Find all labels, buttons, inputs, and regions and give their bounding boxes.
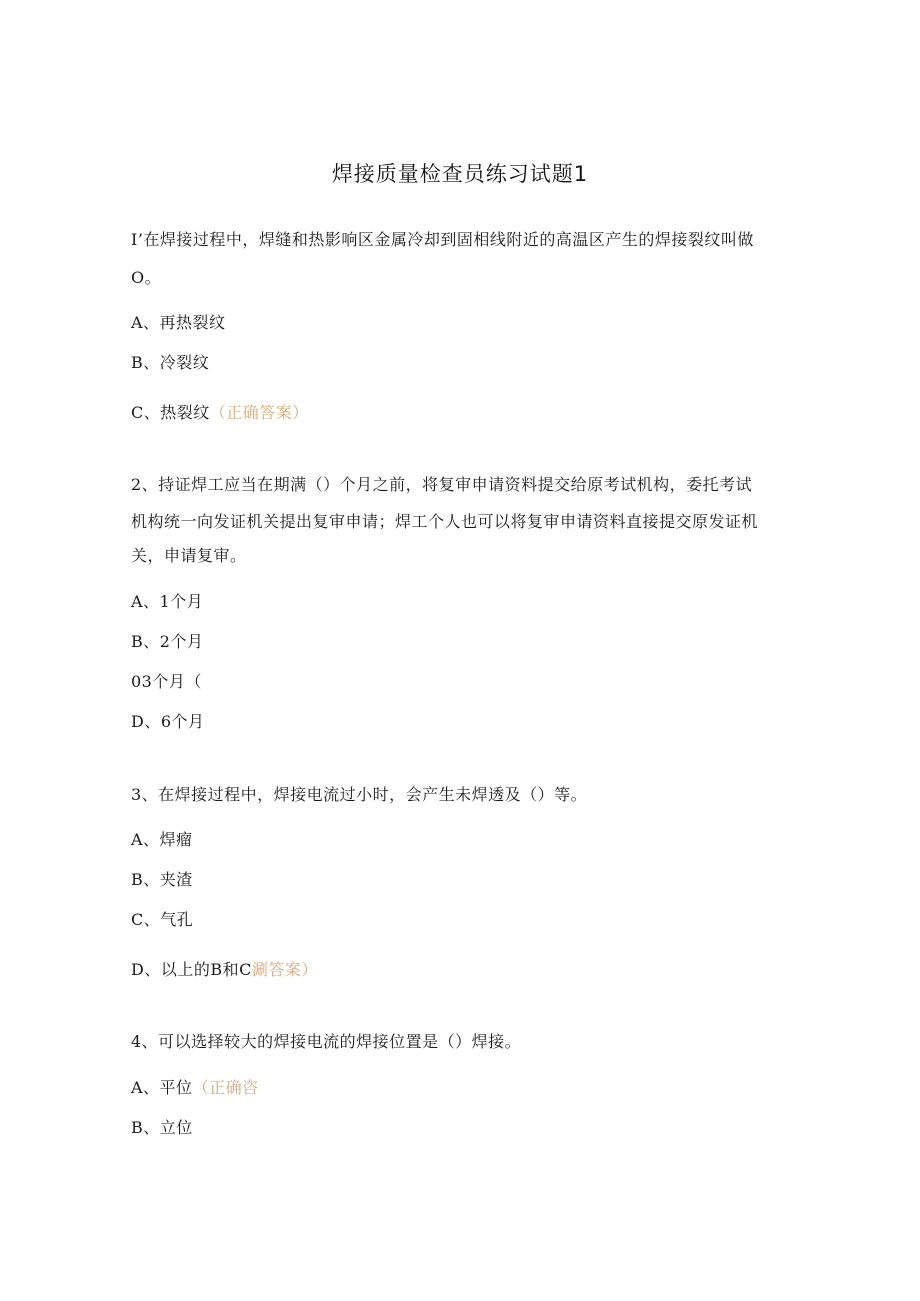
option-text: A、平位 [131,1078,193,1097]
question-2-option-b: B、2个月 [131,632,204,651]
question-4-option-b: B、立位 [131,1118,193,1137]
correct-answer-mark: （正确咨 [192,1078,259,1097]
option-text: C、热裂纹 [131,403,210,422]
question-4-option-a [131,1078,259,1098]
correct-answer-mark: 涮答案） [251,960,318,979]
question-1-option-b: B、冷裂纹 [131,353,210,372]
question-3-option-d [131,960,318,980]
question-2-option-d: D、6个月 [131,712,205,731]
question-2-option-a: A、1个月 [131,592,204,611]
question-2-stem-line-2: 机构统一向发证机关提出复审申请；焊工个人也可以将复审申请资料直接提交原发证机 [131,512,759,531]
question-3-option-c: C、气孔 [131,910,194,929]
question-1-stem-line-1: I’在焊接过程中，焊缝和热影响区金属冷却到固相线附近的高温区产生的焊接裂纹叫做 [131,230,754,249]
question-1-option-a: A、再热裂纹 [131,313,226,332]
question-2-stem-line-3: 关，申请复审。 [131,546,247,565]
page-title: 焊接质量检查员练习试题1 [331,162,589,186]
question-2-stem-line-1: 2、持证焊工应当在期满（）个月之前，将复审申请资料提交给原考试机构，委托考试 [131,475,753,494]
question-3-option-b: B、夹渣 [131,870,193,889]
question-1-option-c [131,403,309,423]
question-3-stem-line-1: 3、在焊接过程中，焊接电流过小时，会产生未焊透及（）等。 [131,785,588,804]
question-1-stem-line-2: O。 [131,268,162,287]
question-3-option-a: A、焊瘤 [131,830,193,849]
question-2-option-c: 03个月（ [131,672,202,691]
correct-answer-mark: （正确答案） [209,403,309,422]
option-text: D、以上的B和C [131,960,252,979]
question-4-stem-line-1: 4、可以选择较大的焊接电流的焊接位置是（）焊接。 [131,1032,522,1051]
